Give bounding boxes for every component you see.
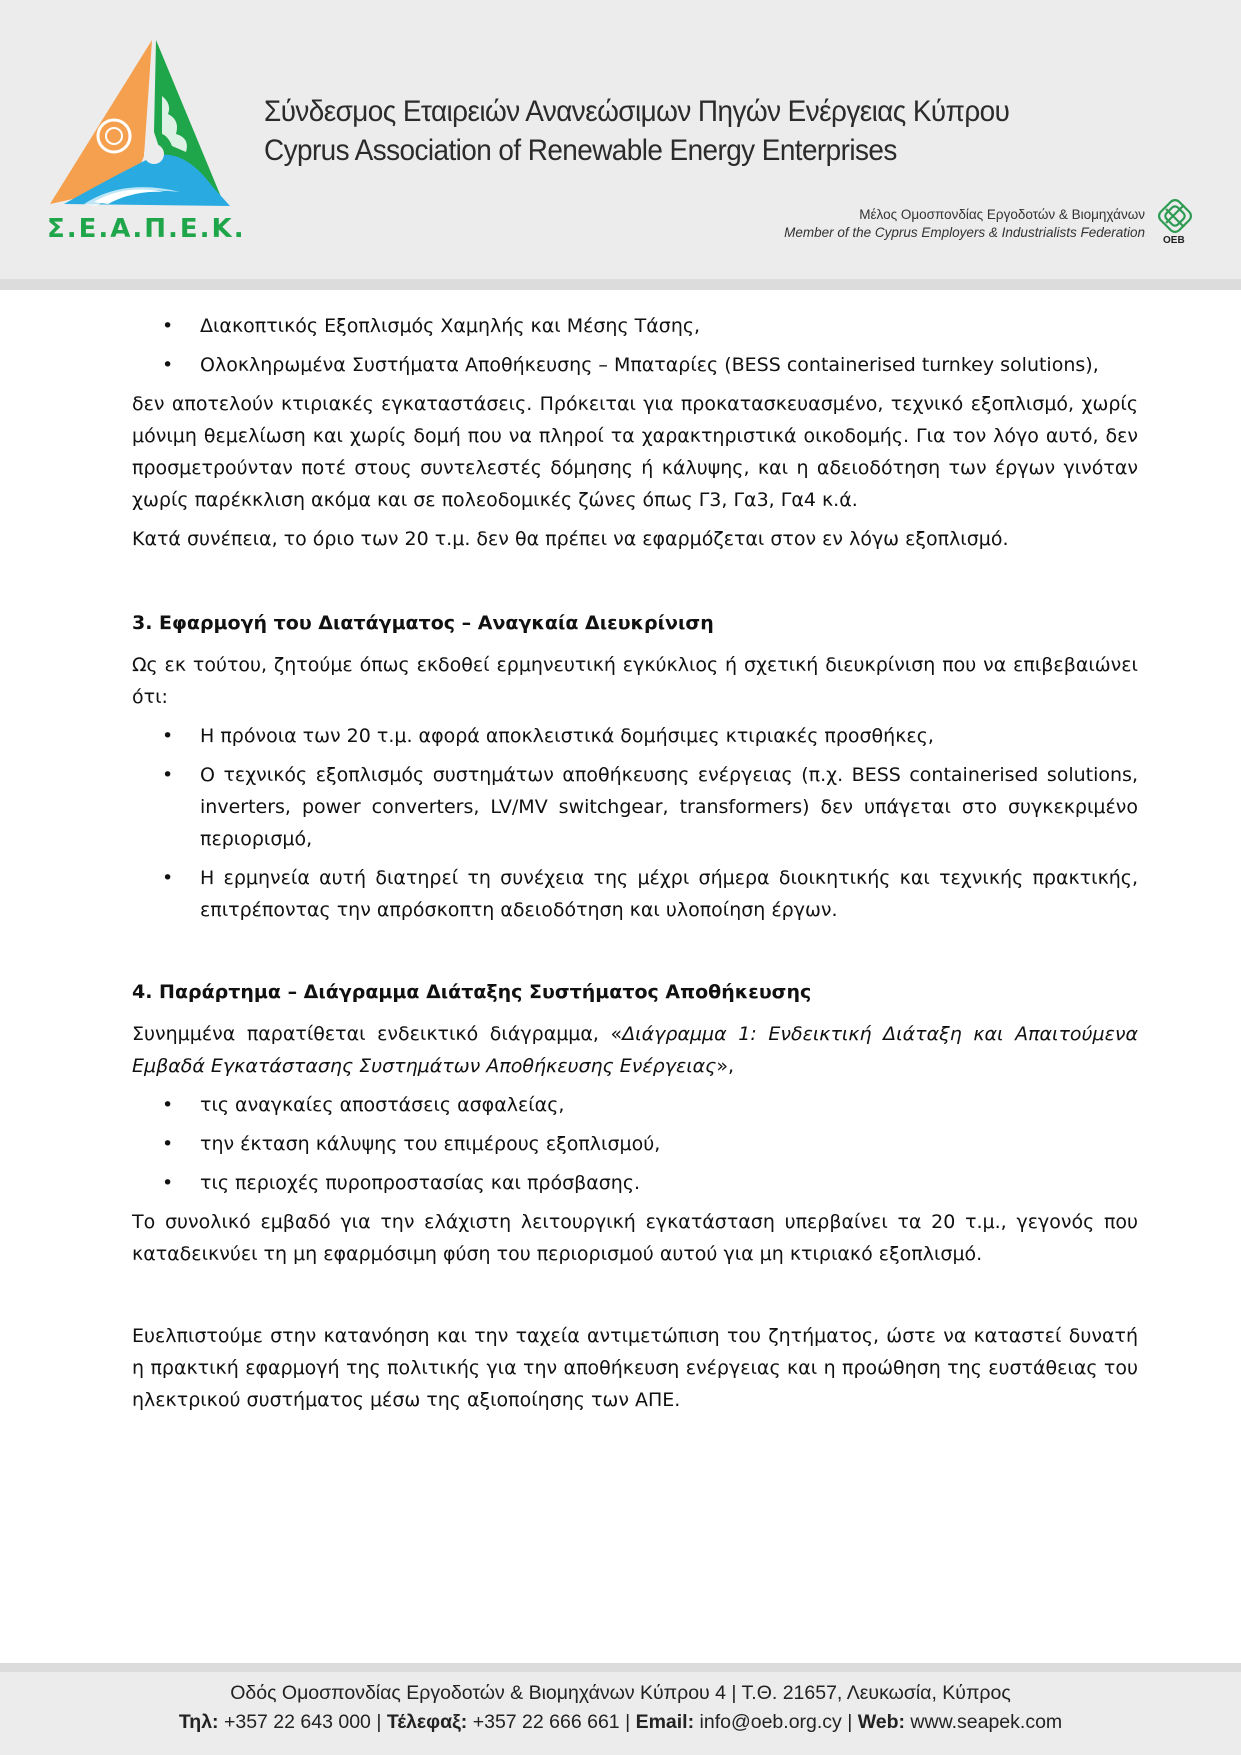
web-value[interactable]: www.seapek.com bbox=[905, 1711, 1063, 1733]
equipment-list bbox=[132, 310, 1138, 381]
intro-suffix: », bbox=[716, 1055, 734, 1077]
section-4-conclusion: Το συνολικό εμβαδό για την ελάχιστη λειτουργική εγκατάσταση υπερβαίνει τα 20 τ.μ., γεγονός που καταδεικνύει τη μη εφαρμόσιμη φύση του περιορισμού αυτού για μη κτιριακό εξοπλισμό. bbox=[132, 1211, 1138, 1265]
email-label: Email: bbox=[635, 1711, 695, 1733]
oeb-label: OEB bbox=[1163, 235, 1185, 246]
list-item: • τις περιοχές πυροπροστασίας και πρόσβασης. bbox=[132, 1167, 1138, 1199]
list-item: • Διακοπτικός Εξοπλισμός Χαμηλής και Μέσης Τάσης, bbox=[132, 310, 1138, 342]
list-item: • τις αναγκαίες αποστάσεις ασφαλείας, bbox=[132, 1089, 1138, 1121]
organization-title-greek: Σύνδεσμος Εταιρειών Ανανεώσιμων Πηγών Ενέργειας Κύπρου bbox=[264, 95, 1010, 128]
organization-title-english: Cyprus Association of Renewable Energy Enterprises bbox=[264, 134, 897, 167]
list-item: • Ολοκληρωμένα Συστήματα Αποθήκευσης – Μπαταρίες (BESS containerised turnkey solutions), bbox=[132, 349, 1138, 381]
section-4-list bbox=[132, 1089, 1138, 1199]
diagram-reference: Διάγραμμα 1: Ενδεικτική Διάταξη και Απαιτούμενα Εμβαδά Εγκατάστασης Συστημάτων Αποθήκευσης Ενέργειας bbox=[132, 1023, 1139, 1077]
list-item: • Η πρόνοια των 20 τ.μ. αφορά αποκλειστικά δομήσιμες κτιριακές προσθήκες, bbox=[132, 720, 1138, 752]
list-item: • την έκταση κάλυψης του επιμέρους εξοπλισμού, bbox=[132, 1128, 1138, 1160]
section-4-heading: 4. Παράρτημα – Διάγραμμα Διάταξης Συστήματος Αποθήκευσης bbox=[132, 981, 812, 1003]
footer-address: Οδός Ομοσπονδίας Εργοδοτών & Βιομηχάνων Κύπρου 4 | Τ.Θ. 21657, Λευκωσία, Κύπρος bbox=[230, 1682, 1011, 1704]
letterhead-footer bbox=[0, 1672, 1241, 1755]
header-divider bbox=[0, 279, 1241, 290]
footer-divider bbox=[0, 1663, 1241, 1672]
section-3-heading: 3. Εφαρμογή του Διατάγματος – Αναγκαία Διευκρίνιση bbox=[132, 612, 714, 634]
tel-value: +357 22 643 000 | bbox=[218, 1711, 387, 1733]
section-3-intro: Ως εκ τούτου, ζητούμε όπως εκδοθεί ερμηνευτική εγκύκλιος ή σχετική διευκρίνιση που να επιβεβαιώνει ότι: bbox=[132, 654, 1138, 708]
paragraph-not-buildings: δεν αποτελούν κτιριακές εγκαταστάσεις. Πρόκειται για προκατασκευασμένο, τεχνικό εξοπλισμό, χωρίς μόνιμη θεμελίωση και χωρίς δομή που να πληροί τα χαρακτηριστικά οικοδομής. Για τον λόγο αυτό, δεν προσμετρούνταν ποτέ στους συντελεστές δόμησης ή κάλυψης, και η αδειοδότηση των έργων γινόταν χωρίς παρέκκλιση ακόμα και σε πολεοδομικές ζώνες όπως Γ3, Γα3, Γα4 κ.ά. bbox=[132, 393, 1138, 511]
web-label: Web: bbox=[857, 1711, 906, 1733]
fax-value: +357 22 666 661 | bbox=[467, 1711, 636, 1733]
section-4-intro bbox=[132, 1018, 1138, 1082]
organization-title bbox=[264, 92, 1009, 170]
closing-paragraph: Ευελπιστούμε στην κατανόηση και την ταχεία αντιμετώπιση του ζητήματος, ώστε να καταστεί δυνατή η πρακτική εφαρμογή της πολιτικής για την αποθήκευση ενέργειας και η προώθηση της ευστάθειας του ηλεκτρικού συστήματος μέσω της αξιοποίησης των ΑΠΕ. bbox=[132, 1325, 1138, 1411]
membership-english: Member of the Cyprus Employers & Industrialists Federation bbox=[784, 225, 1145, 240]
intro-text: Συνημμένα παρατίθεται ενδεικτικό διάγραμμα, « bbox=[132, 1023, 623, 1045]
email-value[interactable]: info@oeb.org.cy | bbox=[694, 1711, 858, 1733]
logo-acronym: Σ.Ε.Α.Π.Ε.Κ. bbox=[47, 214, 246, 244]
letterhead-header bbox=[0, 0, 1241, 279]
tel-label: Τηλ: bbox=[178, 1711, 219, 1733]
paragraph-consequence: Κατά συνέπεια, το όριο των 20 τ.μ. δεν θα πρέπει να εφαρμόζεται στον εν λόγω εξοπλισμό. bbox=[132, 528, 1009, 550]
list-item: • Ο τεχνικός εξοπλισμός συστημάτων αποθήκευσης ενέργειας (π.χ. BESS containerised solutions, inverters, power converters, LV/MV switchgear, transformers) δεν υπάγεται στο συγκεκριμένο περιορισμό, bbox=[132, 759, 1138, 855]
letter-body bbox=[132, 310, 1138, 1416]
list-item: • Η ερμηνεία αυτή διατηρεί τη συνέχεια της μέχρι σήμερα διοικητικής και τεχνικής πρακτικής, επιτρέποντας την απρόσκοπτη αδειοδότηση και υλοποίηση έργων. bbox=[132, 862, 1138, 926]
membership-greek: Μέλος Ομοσπονδίας Εργοδοτών & Βιομηχάνων bbox=[859, 207, 1145, 222]
fax-label: Τέλεφαξ: bbox=[386, 1711, 468, 1733]
section-3-list bbox=[132, 720, 1138, 926]
federation-membership bbox=[784, 206, 1145, 242]
footer-contacts bbox=[0, 1708, 1241, 1737]
